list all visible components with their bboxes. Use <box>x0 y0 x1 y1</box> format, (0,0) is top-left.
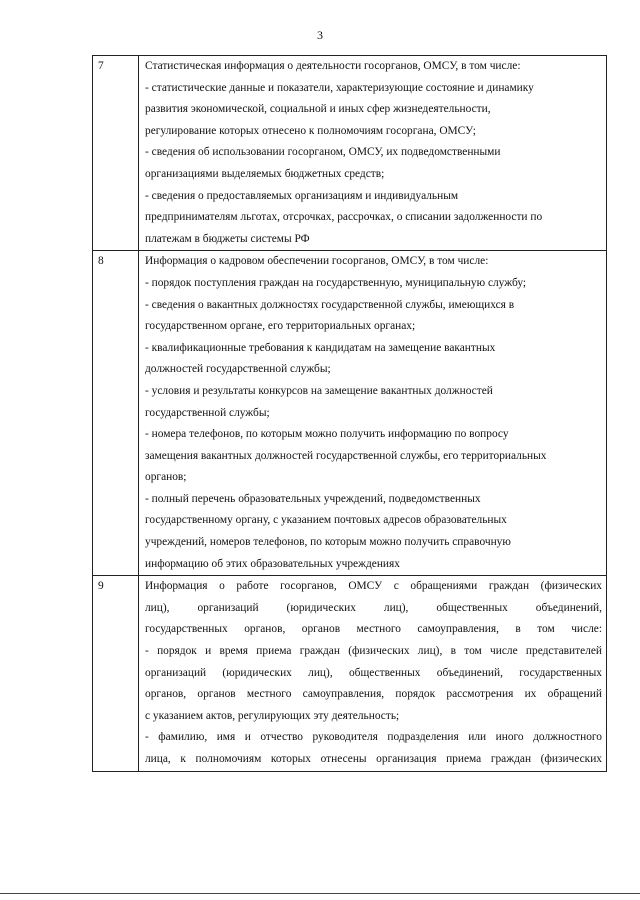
text-line: лица, к полномочиям которых отнесены организация приема граждан (физических <box>145 753 602 765</box>
text-line: - квалификационные требования к кандидатам на замещение вакантных <box>145 341 496 354</box>
row-number: 9 <box>93 576 139 771</box>
text-line: органов; <box>145 471 187 484</box>
text-line: - сведения об использовании госорганом, ОМСУ, их подведомственными <box>145 146 501 159</box>
text-line: - полный перечень образовательных учреждений, подведомственных <box>145 492 481 505</box>
row-content <box>139 251 607 576</box>
table-row <box>93 56 607 251</box>
row-content <box>139 576 607 771</box>
text-line: - статистические данные и показатели, характеризующие состояние и динамику <box>145 81 534 94</box>
text-line: развития экономической, социальной и иных сфер жизнедеятельности, <box>145 103 491 116</box>
row-content <box>139 56 607 251</box>
text-line: - порядок поступления граждан на государственную, муниципальную службу; <box>145 276 527 289</box>
text-line: организаций (юридических лиц), общественных объединений, государственных <box>145 666 602 679</box>
row-number: 8 <box>93 251 139 576</box>
text-line: - порядок и время приема граждан (физических лиц), в том числе представителей <box>145 645 602 658</box>
page-bottom-rule <box>0 893 640 894</box>
text-line: предпринимателям льготах, отсрочках, рассрочках, о списании задолженности по <box>145 211 543 224</box>
text-line: Информация о работе госорганов, ОМСУ с обращениями граждан (физических <box>145 580 602 593</box>
text-line: - номера телефонов, по которым можно получить информацию по вопросу <box>145 428 509 441</box>
text-line: государственной службы; <box>145 406 270 419</box>
text-line: платежам в бюджеты системы РФ <box>145 232 310 245</box>
text-line: регулирование которых отнесено к полномочиям госоргана, ОМСУ; <box>145 124 476 137</box>
row-number: 7 <box>93 56 139 251</box>
text-line: государственному органу, с указанием почтовых адресов образовательных <box>145 514 507 527</box>
information-table <box>92 55 607 772</box>
text-line: замещения вакантных должностей государственной службы, его территориальных <box>145 449 547 462</box>
text-line: информацию об этих образовательных учреждениях <box>145 557 400 570</box>
text-line: должностей государственной службы; <box>145 363 331 376</box>
text-line: лиц), организаций (юридических лиц), общественных объединений, <box>145 601 602 614</box>
text-line: государственных органов, органов местного самоуправления, в том числе: <box>145 623 602 636</box>
text-line: с указанием актов, регулирующих эту деятельность; <box>145 709 400 722</box>
text-line: Информация о кадровом обеспечении госорганов, ОМСУ, в том числе: <box>145 255 489 268</box>
page-number: 3 <box>317 28 323 42</box>
text-line: - условия и результаты конкурсов на замещение вакантных должностей <box>145 384 493 397</box>
text-line: Статистическая информация о деятельности госорганов, ОМСУ, в том числе: <box>145 60 521 72</box>
text-line: - сведения о вакантных должностях государственной службы, имеющихся в <box>145 298 515 311</box>
text-line: - фамилию, имя и отчество руководителя подразделения или иного должностного <box>145 731 602 744</box>
text-line: органов, органов местного самоуправления, порядок рассмотрения их обращений <box>145 688 602 701</box>
table-row <box>93 251 607 576</box>
text-line: государственном органе, его территориальных органах; <box>145 320 416 333</box>
table-row <box>93 576 607 771</box>
text-line: организациями выделяемых бюджетных средств; <box>145 167 385 180</box>
text-line: учреждений, номеров телефонов, по которым можно получить справочную <box>145 536 511 549</box>
text-line: - сведения о предоставляемых организациям и индивидуальным <box>145 189 459 202</box>
